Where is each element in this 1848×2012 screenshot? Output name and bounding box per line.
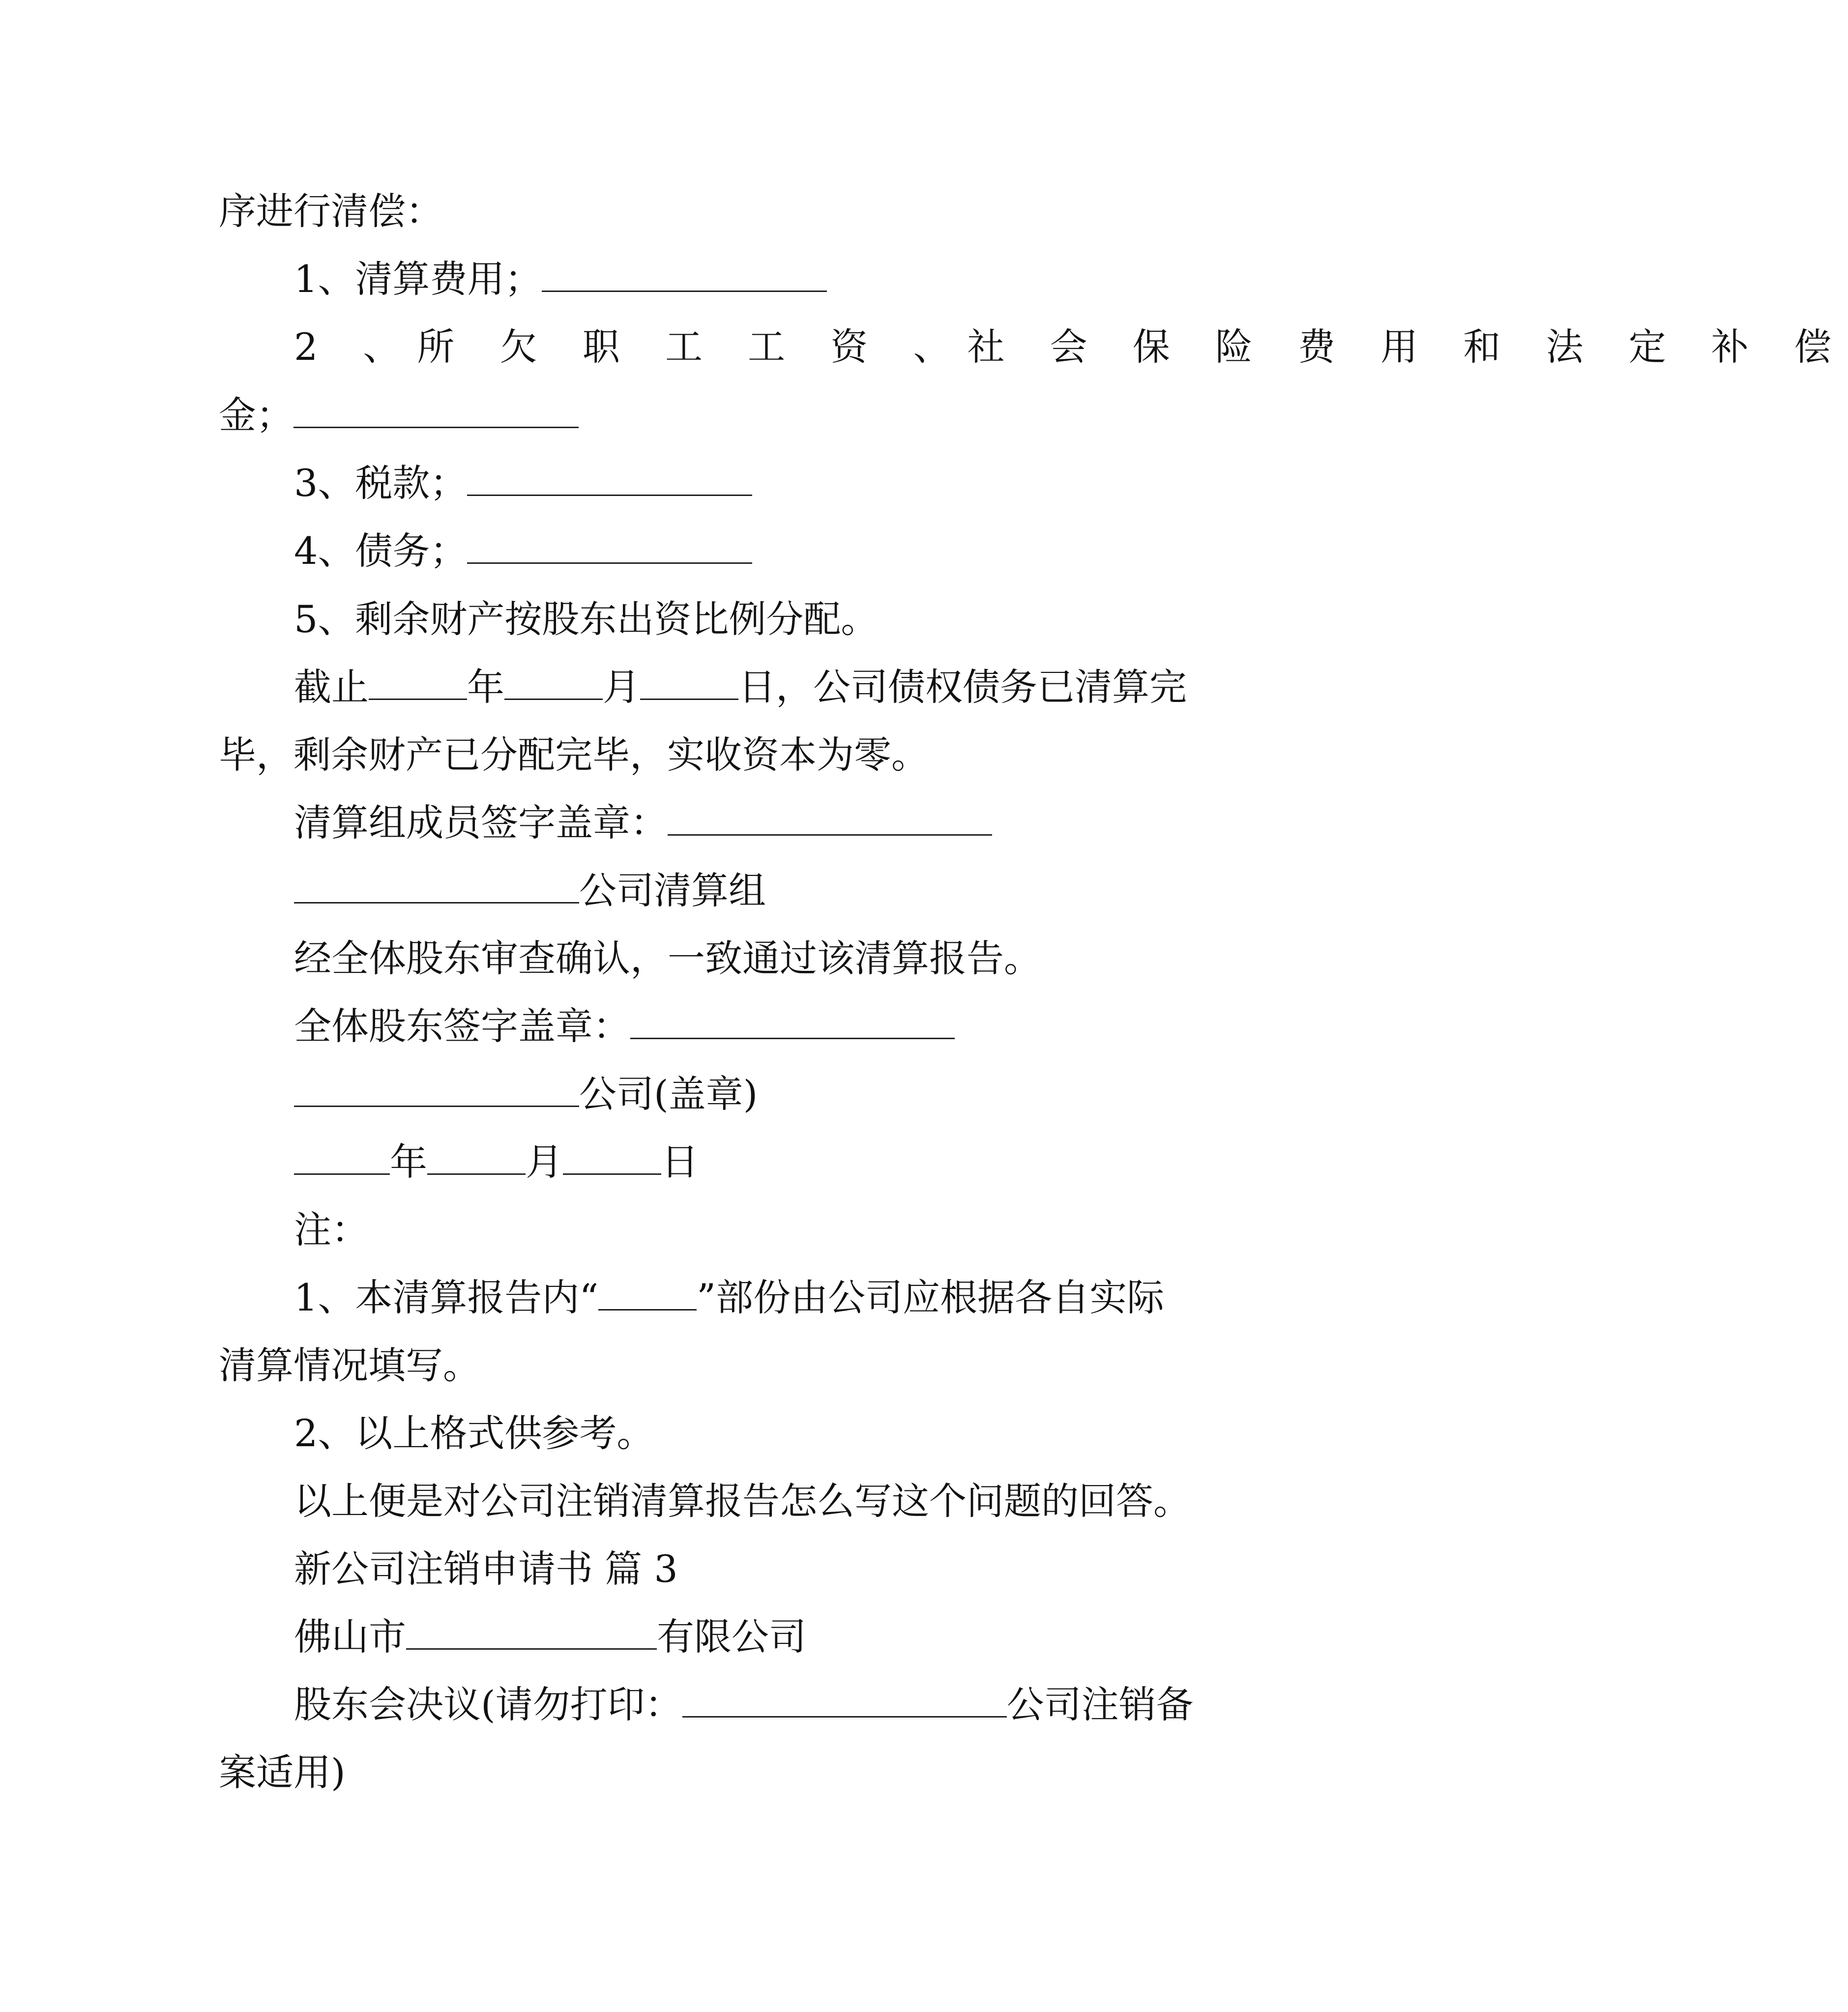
text: 序进行清偿：: [219, 189, 443, 233]
paragraph-line: [294, 1680, 1194, 1729]
paragraph-line: [294, 663, 1187, 712]
text: 日: [661, 1140, 699, 1184]
note-item: [294, 1409, 654, 1458]
fill-in-blank: [542, 258, 827, 292]
paragraph-line: [219, 1748, 346, 1797]
fill-in-blank: [294, 870, 579, 904]
fill-in-blank: [293, 394, 579, 428]
text: 清算组成员签字盖章：: [294, 801, 668, 845]
text: 以上便是对公司注销清算报告怎么写这个问题的回答。: [294, 1479, 1191, 1523]
text: 年: [390, 1140, 427, 1184]
date-line: [294, 1137, 699, 1187]
text: 日，公司债权债务已清算完: [738, 665, 1187, 709]
fill-in-blank: [369, 666, 467, 700]
text: 案适用): [219, 1750, 346, 1794]
text: 公司清算组: [579, 869, 766, 912]
fill-in-blank: [504, 666, 603, 700]
paragraph-line: [294, 934, 1041, 983]
fill-in-blank: [406, 1616, 657, 1650]
text: 2、以上格式供参考。: [294, 1411, 654, 1455]
fill-in-blank: [640, 666, 738, 700]
fill-in-blank: [294, 1141, 390, 1175]
signature-line: [294, 1002, 955, 1051]
text: 毕，剩余财产已分配完毕，实收资本为零。: [219, 733, 929, 777]
note-item: [294, 1273, 1164, 1322]
text: 3、税款；: [294, 461, 468, 505]
text: 4、债务；: [294, 529, 468, 573]
text: 5、剩余财产按股东出资比例分配。: [294, 597, 879, 641]
paragraph-line: [219, 187, 443, 236]
text: 有限公司: [657, 1615, 806, 1659]
text: 清算情况填写。: [219, 1343, 480, 1387]
signature-line: [294, 798, 992, 847]
text: 月: [603, 665, 640, 709]
fill-in-blank: [294, 1073, 579, 1107]
list-item: [294, 322, 1848, 372]
text: 1、清算费用；: [294, 257, 542, 301]
text: 全体股东签字盖章：: [294, 1004, 630, 1048]
fill-in-blank: [467, 530, 752, 564]
text: 注：: [294, 1208, 369, 1252]
text: 经全体股东审查确认，一致通过该清算报告。: [294, 936, 1041, 980]
text: 公司注销备: [1006, 1683, 1194, 1726]
text: 股东会决议(请勿打印：: [294, 1683, 682, 1726]
signature-line: [294, 1070, 758, 1119]
paragraph-line: [219, 730, 929, 780]
company-name-line: [294, 1612, 806, 1662]
text: 金；: [219, 393, 293, 437]
signature-line: [294, 866, 766, 915]
note-item-continuation: [219, 1341, 480, 1390]
fill-in-blank: [682, 1684, 1007, 1718]
text: 新公司注销申请书 篇 3: [294, 1547, 678, 1591]
text: 1、本清算报告内“: [294, 1276, 599, 1319]
text: 佛山市: [294, 1615, 406, 1659]
list-item: [294, 255, 827, 304]
fill-in-blank: [427, 1141, 526, 1175]
list-item: [294, 526, 752, 576]
text: 公司(盖章): [579, 1072, 758, 1116]
text: 截止: [294, 665, 369, 709]
fill-in-blank: [630, 1005, 955, 1039]
fill-in-blank: [467, 462, 752, 496]
fill-in-blank: [563, 1141, 661, 1175]
text: ”部份由公司应根据各自实际: [697, 1276, 1165, 1319]
note-heading: [294, 1205, 369, 1254]
fill-in-blank: [668, 802, 992, 836]
list-item: [294, 459, 752, 508]
list-item: [294, 595, 878, 644]
text: 年: [467, 665, 504, 709]
paragraph-line: [294, 1477, 1191, 1526]
section-heading: [294, 1545, 678, 1594]
list-item-continuation: [219, 391, 579, 440]
text: 月: [526, 1140, 563, 1184]
fill-in-blank: [598, 1277, 697, 1311]
text: 2 、所 欠 职 工 工 资 、社 会 保 险 费 用 和 法 定 补 偿: [294, 325, 1848, 369]
